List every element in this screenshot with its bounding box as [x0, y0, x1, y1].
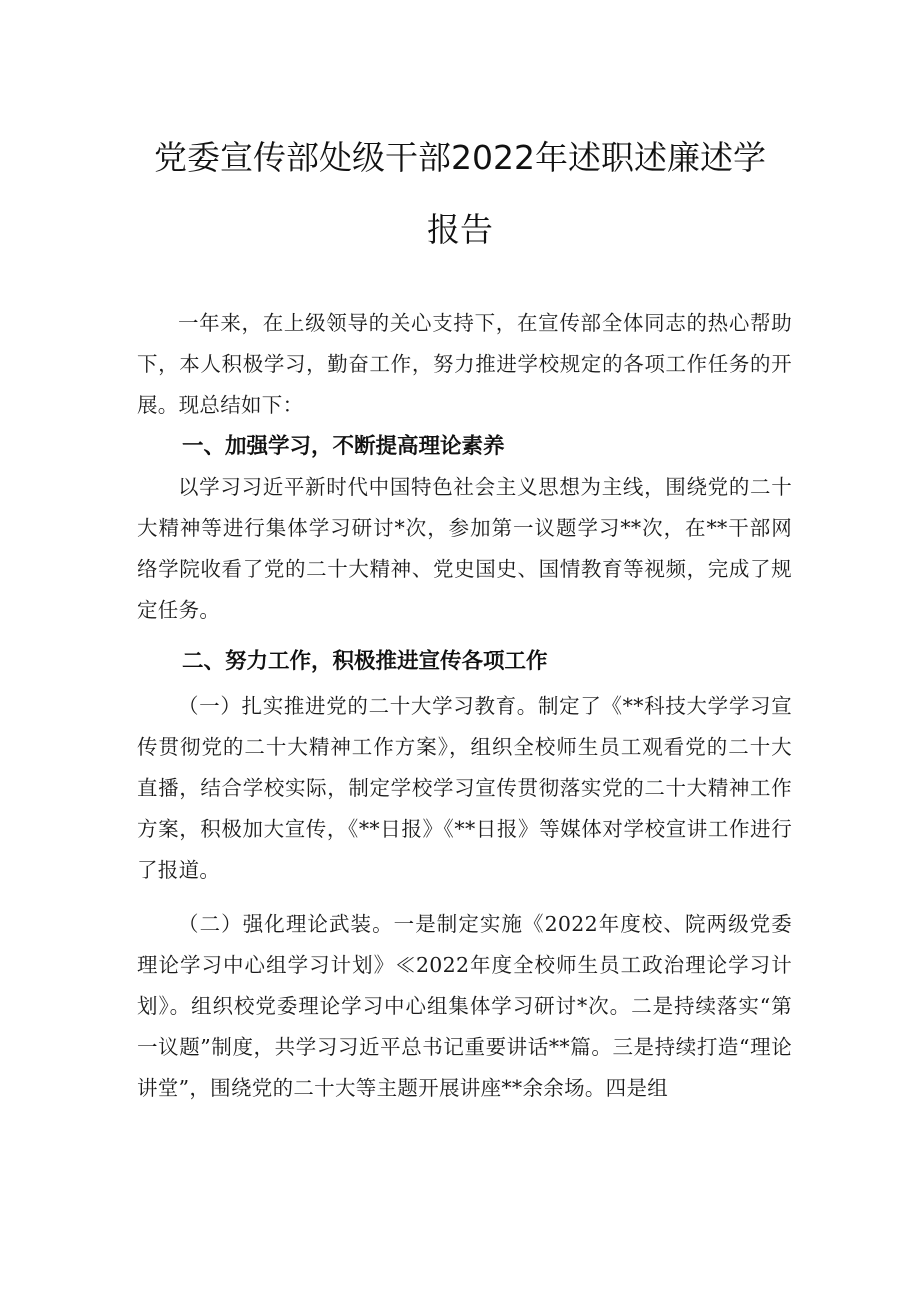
section-2-paragraph-1: （一）扎实推进党的二十大学习教育。制定了《**科技大学学习宣传贯彻党的二十大精神工作方案》，组织全校师生员工观看党的二十大直播，结合学校实际，制定学校学习宣传贯彻落实党的二十大精神工作方案，积极加大宣传，《**日报》《**日报》等媒体对学校宣讲工作进行了报道。 — [137, 694, 792, 882]
section-2-paragraph-2: （二）强化理论武装。一是制定实施《2022年度校、院两级党委理论学习中心组学习计划》≪2022年度全校师生员工政治理论学习计划》。组织校党委理论学习中心组集体学习研讨*次。二是持续落实“第一议题”制度，共学习习近平总书记重要讲话**篇。三是持续打造“理论讲堂”，围绕党的二十大等主题开展讲座**余余场。四是组 — [137, 912, 792, 1100]
section-heading-2: 二、努力工作，积极推进宣传各项工作 — [182, 649, 548, 674]
section-heading-1: 一、加强学习，不断提高理论素养 — [182, 434, 505, 459]
document-title-line-2: 报告 — [427, 210, 493, 249]
section-1-paragraph-1: 以学习习近平新时代中国特色社会主义思想为主线，围绕党的二十大精神等进行集体学习研讨*次，参加第一议题学习**次，在**干部网络学院收看了党的二十大精神、党史国史、国情教育等视频，完成了规定任务。 — [137, 475, 792, 622]
document-title-line-1: 党委宣传部处级干部2022年述职述廉述学 — [154, 138, 766, 177]
intro-paragraph: 一年来，在上级领导的关心支持下，在宣传部全体同志的热心帮助下，本人积极学习，勤奋工作，努力推进学校规定的各项工作任务的开展。现总结如下： — [137, 311, 792, 417]
